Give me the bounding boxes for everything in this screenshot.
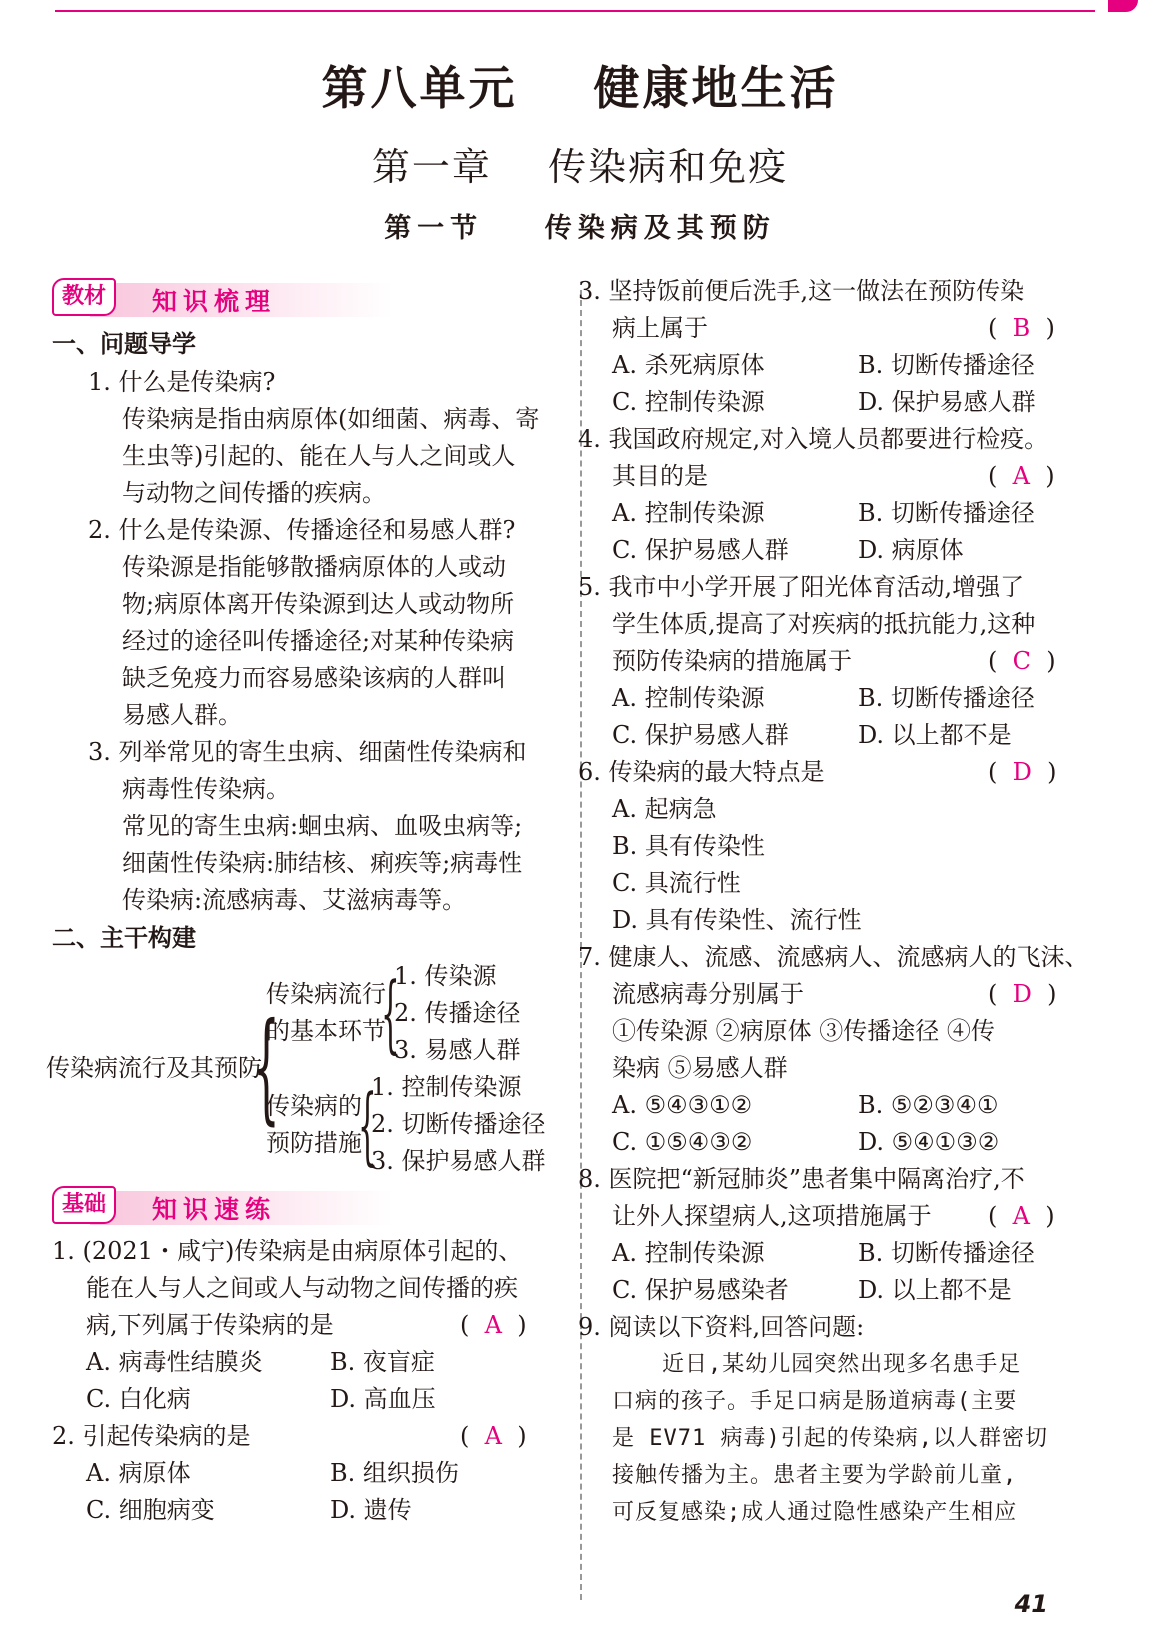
exercise-2-opt-b: B. 组织损伤: [330, 1459, 459, 1487]
reading-line4: 接触传播为主。患者主要为学龄前儿童,: [612, 1463, 1018, 1488]
tree-root-brace: {: [253, 998, 280, 1137]
exercise-2-opt-c: C. 细胞病变: [86, 1496, 215, 1524]
exercise-3-answer: ( B ): [988, 314, 1055, 342]
answer-3-line1: 常见的寄生虫病:蛔虫病、血吸虫病等;: [122, 812, 523, 840]
reading-line1: 近日,某幼儿园突然出现多名患手足: [662, 1352, 1022, 1377]
exercise-8-answer: ( A ): [988, 1202, 1055, 1230]
exercise-5-opt-a: A. 控制传染源: [612, 684, 765, 712]
exercise-3-opt-b: B. 切断传播途径: [858, 351, 1035, 379]
exercise-3-opt-d: D. 保护易感人群: [858, 388, 1036, 416]
exercise-6-opt-a: A. 起病急: [612, 795, 717, 823]
tree-branch1-line2: 的基本环节: [266, 1017, 386, 1045]
answer-1-line1: 传染病是指由病原体(如细菌、病毒、寄: [122, 405, 540, 433]
exercise-1-line3: 病,下列属于传染病的是: [86, 1311, 334, 1339]
exercise-6-opt-c: C. 具流行性: [612, 869, 741, 897]
exercise-7-answer: ( D ): [988, 980, 1057, 1008]
exercise-1-opt-b: B. 夜盲症: [330, 1348, 435, 1376]
tree-branch1-item3: 3. 易感人群: [394, 1036, 521, 1064]
exercise-5-opt-b: B. 切断传播途径: [858, 684, 1035, 712]
heading-main-structure: 二、主干构建: [52, 924, 196, 952]
answer-letter: A: [1012, 1202, 1030, 1230]
top-rule: [55, 10, 1095, 12]
answer-2-line4: 缺乏免疫力而容易感染该病的人群叫: [122, 664, 506, 692]
reading-line5: 可反复感染;成人通过隐性感染产生相应: [612, 1500, 1018, 1525]
exercise-1-line2: 能在人与人之间或人与动物之间传播的疾: [86, 1274, 518, 1302]
exercise-3-line1: 3. 坚持饭前便后洗手,这一做法在预防传染: [578, 277, 1025, 305]
exercise-4-opt-b: B. 切断传播途径: [858, 499, 1035, 527]
tree-root: 传染病流行及其预防: [46, 1054, 262, 1082]
answer-letter: D: [1012, 980, 1032, 1008]
exercise-3-line2: 病上属于: [612, 314, 708, 342]
page-number: 41: [1014, 1590, 1048, 1618]
tree-branch2-item2: 2. 切断传播途径: [371, 1110, 546, 1138]
exercise-6-opt-b: B. 具有传染性: [612, 832, 765, 860]
exercise-4-line2: 其目的是: [612, 462, 708, 490]
exercise-6-answer: ( D ): [988, 758, 1057, 786]
exercise-3-opt-a: A. 杀死病原体: [612, 351, 765, 379]
exercise-5-line2: 学生体质,提高了对疾病的抵抗能力,这种: [612, 610, 1036, 638]
exercise-4-opt-c: C. 保护易感人群: [612, 536, 789, 564]
exercise-1-line1: 1. (2021・咸宁)传染病是由病原体引起的、: [52, 1237, 523, 1265]
question-1: 1. 什么是传染病?: [88, 368, 276, 396]
banner-knowledge-review: [52, 276, 392, 320]
tree-branch2-item1: 1. 控制传染源: [371, 1073, 522, 1101]
answer-2-line1: 传染源是指能够散播病原体的人或动: [122, 553, 506, 581]
answer-3-line3: 传染病:流感病毒、艾滋病毒等。: [122, 886, 467, 914]
exercise-4-line1: 4. 我国政府规定,对入境人员都要进行检疫。: [578, 425, 1049, 453]
answer-letter: C: [1012, 647, 1031, 675]
exercise-5-line1: 5. 我市中小学开展了阳光体育活动,增强了: [578, 573, 1025, 601]
answer-letter: D: [1012, 758, 1032, 786]
exercise-3-opt-c: C. 控制传染源: [612, 388, 765, 416]
reading-line2: 口病的孩子。手足口病是肠道病毒(主要: [612, 1389, 1018, 1414]
tree-branch1-item2: 2. 传播途径: [394, 999, 521, 1027]
exercise-5-line3: 预防传染病的措施属于: [612, 647, 852, 675]
exercise-6-opt-d: D. 具有传染性、流行性: [612, 906, 862, 934]
exercise-7-opt-a: A. ⑤④③①②: [612, 1091, 753, 1119]
exercise-1-opt-c: C. 白化病: [86, 1385, 191, 1413]
banner-title: 知识速练: [152, 1195, 277, 1224]
banner-title: 知识梳理: [152, 287, 277, 316]
banner-tag: 教材: [52, 278, 116, 316]
answer-3-line2: 细菌性传染病:肺结核、痢疾等;病毒性: [122, 849, 523, 877]
section-title: 第一节 传染病及其预防: [384, 213, 776, 244]
exercise-8-opt-c: C. 保护易感染者: [612, 1276, 789, 1304]
tree-branch2-brace: {: [358, 1076, 377, 1174]
exercise-4-opt-a: A. 控制传染源: [612, 499, 765, 527]
tree-branch1-brace: {: [381, 964, 400, 1062]
exercise-8-line2: 让外人探望病人,这项措施属于: [612, 1202, 932, 1230]
unit-title: 第八单元 健康地生活: [321, 61, 839, 115]
answer-letter: B: [1012, 314, 1031, 342]
exercise-1-opt-d: D. 高血压: [330, 1385, 436, 1413]
answer-2-line3: 经过的途径叫传播途径;对某种传染病: [122, 627, 515, 655]
exercise-7-opt-b: B. ⑤②③④①: [858, 1091, 999, 1119]
header-swoosh: [1108, 0, 1138, 12]
tree-branch2-item3: 3. 保护易感人群: [371, 1147, 546, 1175]
answer-2-line5: 易感人群。: [122, 701, 242, 729]
chapter-title: 第一章 传染病和免疫: [371, 145, 789, 189]
exercise-7-opt-d: D. ⑤④①③②: [858, 1128, 1000, 1156]
exercise-5-opt-c: C. 保护易感人群: [612, 721, 789, 749]
banner-tag: 基础: [52, 1186, 116, 1224]
answer-1-line3: 与动物之间传播的疾病。: [122, 479, 386, 507]
tree-branch1-line1: 传染病流行: [266, 980, 386, 1008]
question-3: 3. 列举常见的寄生虫病、细菌性传染病和: [88, 738, 527, 766]
reading-line3: 是 EV71 病毒)引起的传染病,以人群密切: [612, 1426, 1048, 1451]
exercise-5-answer: ( C ): [988, 647, 1056, 675]
exercise-7-line1: 7. 健康人、流感、流感病人、流感病人的飞沫、: [578, 943, 1089, 971]
exercise-8-opt-a: A. 控制传染源: [612, 1239, 765, 1267]
answer-1-line2: 生虫等)引起的、能在人与人之间或人: [122, 442, 516, 470]
exercise-7-list-line2: 染病 ⑤易感人群: [612, 1054, 788, 1082]
answer-letter: A: [484, 1311, 502, 1339]
exercise-4-opt-d: D. 病原体: [858, 536, 964, 564]
exercise-8-opt-b: B. 切断传播途径: [858, 1239, 1035, 1267]
tree-branch2-line2: 预防措施: [266, 1129, 362, 1157]
exercise-2: 2. 引起传染病的是: [52, 1422, 251, 1450]
exercise-1-opt-a: A. 病毒性结膜炎: [86, 1348, 263, 1376]
exercise-7-list-line1: ①传染源 ②病原体 ③传播途径 ④传: [612, 1017, 995, 1045]
exercise-8-line1: 8. 医院把“新冠肺炎”患者集中隔离治疗,不: [578, 1165, 1025, 1193]
tree-branch1-item1: 1. 传染源: [394, 962, 497, 990]
answer-letter: A: [1012, 462, 1030, 490]
answer-letter: A: [484, 1422, 502, 1450]
question-3-cont: 病毒性传染病。: [122, 775, 290, 803]
question-2: 2. 什么是传染源、传播途径和易感人群?: [88, 516, 516, 544]
exercise-1-answer: ( A ): [460, 1311, 527, 1339]
exercise-5-opt-d: D. 以上都不是: [858, 721, 1012, 749]
exercise-2-opt-d: D. 遗传: [330, 1496, 412, 1524]
exercise-7-opt-c: C. ①⑤④③②: [612, 1128, 753, 1156]
exercise-6: 6. 传染病的最大特点是: [578, 758, 825, 786]
answer-2-line2: 物;病原体离开传染源到达人或动物所: [122, 590, 515, 618]
exercise-4-answer: ( A ): [988, 462, 1055, 490]
exercise-2-answer: ( A ): [460, 1422, 527, 1450]
exercise-8-opt-d: D. 以上都不是: [858, 1276, 1012, 1304]
exercise-7-line2: 流感病毒分别属于: [612, 980, 804, 1008]
heading-problem-guide: 一、问题导学: [52, 330, 196, 358]
banner-quick-practice: [52, 1184, 392, 1228]
tree-branch2-line1: 传染病的: [266, 1092, 362, 1120]
exercise-2-opt-a: A. 病原体: [86, 1459, 191, 1487]
exercise-9: 9. 阅读以下资料,回答问题:: [578, 1313, 865, 1341]
